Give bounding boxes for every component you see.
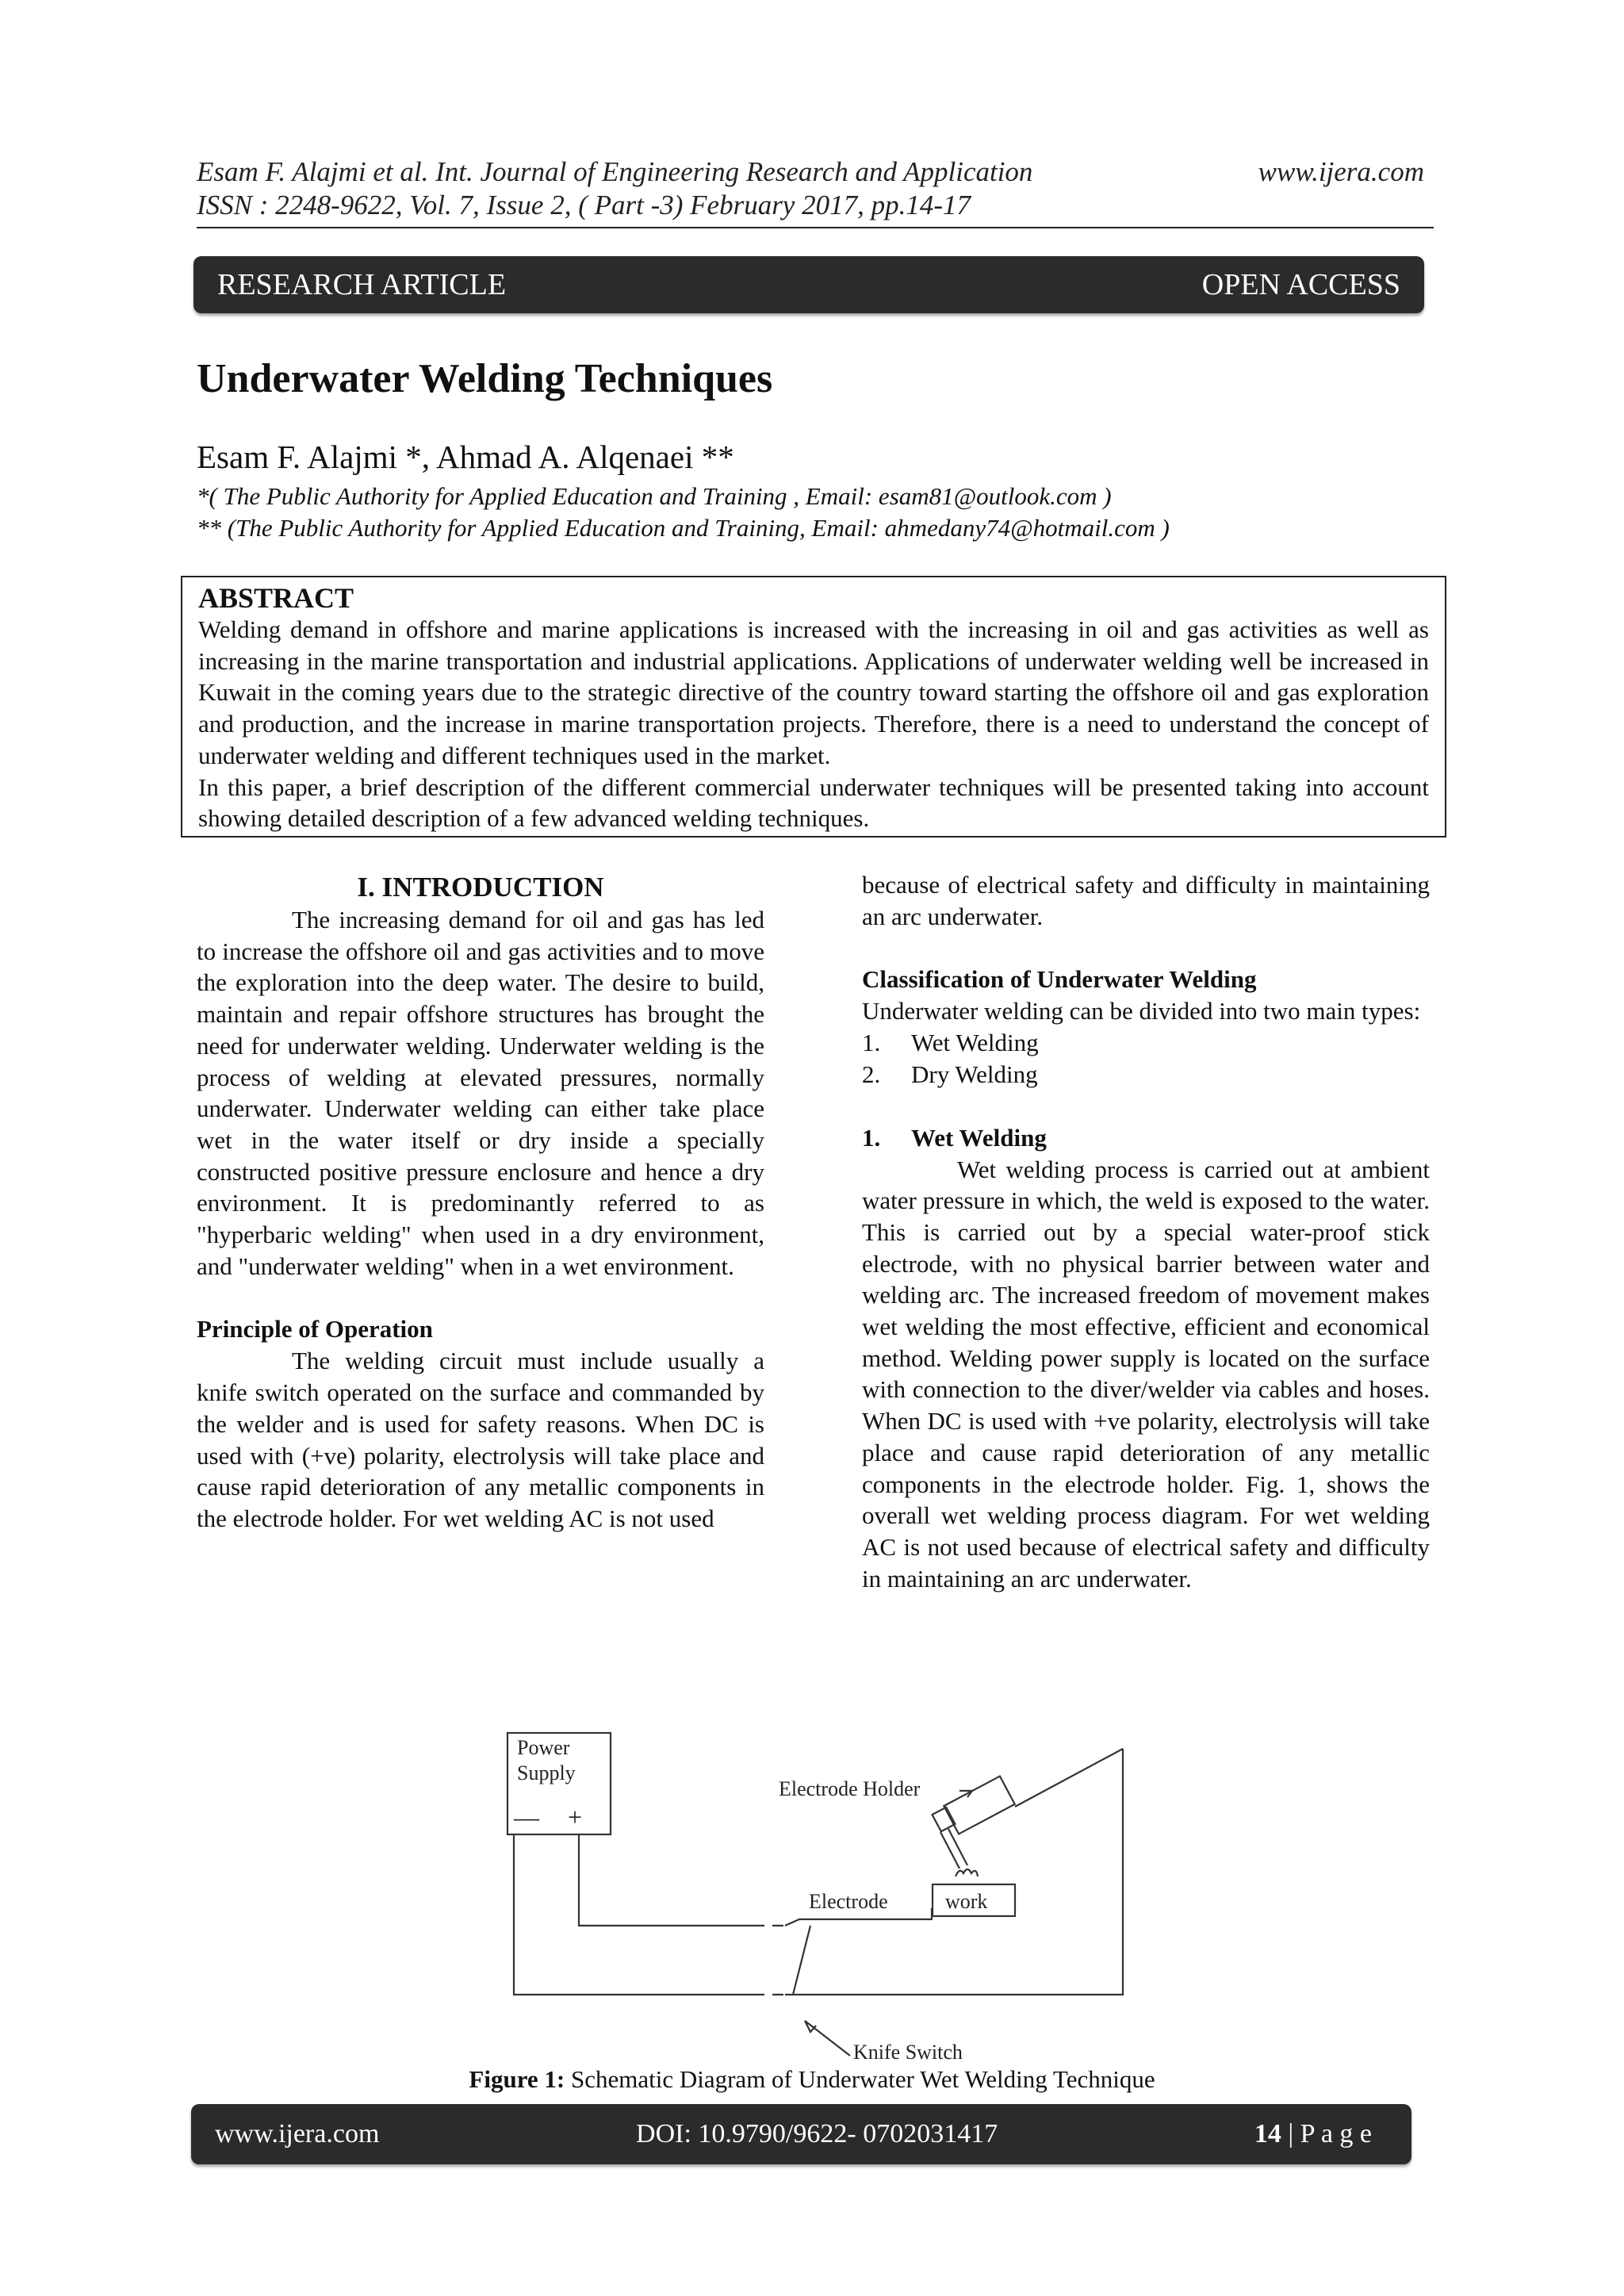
open-access-label: OPEN ACCESS (1201, 268, 1400, 301)
header-website: www.ijera.com (1258, 156, 1424, 187)
abstract-heading: ABSTRACT (198, 582, 354, 614)
header-rule (197, 227, 1434, 228)
abstract-paragraph: Welding demand in offshore and marine applications is increased with the increasing in oil and gas activities as well as increasing in the marine transportation and industrial applications. Applications of underwater welding well be increased in Kuwait in the coming years due to the strategic directive of the country toward starting the offshore oil and gas exploration and production, and the increase in marine transportation projects. Therefore, there is a need to understand the concept of underwater welding and different techniques used in the market. (198, 615, 1429, 769)
knife-switch-blade (793, 1926, 810, 1995)
right-column (862, 869, 1430, 1594)
list-item: 1. Wet Welding (862, 1029, 1039, 1057)
wet-welding-schematic (492, 1721, 1142, 2070)
continuation-paragraph: because of electrical safety and difficulty in maintaining an arc underwater. (862, 871, 1430, 930)
abstract-paragraph: In this paper, a brief description of the different commercial underwater techniques will be presented taking into account showing detailed description of a few advanced welding techniques. (198, 772, 1429, 833)
paper-title: Underwater Welding Techniques (197, 356, 773, 401)
list-item: 2. Dry Welding (862, 1060, 1038, 1088)
principle-heading: Principle of Operation (197, 1315, 433, 1343)
article-banner (193, 256, 1424, 313)
footer-website-link[interactable]: www.ijera.com (215, 2119, 380, 2148)
footer-bar (191, 2104, 1411, 2164)
wet-welding-paragraph: Wet welding process is carried out at ambient water pressure in which, the weld is exposed to the water. This is carried out by a special water-proof stick electrode, with no physical barrier between water and welding arc. The increased freedom of movement makes wet welding the most effective, efficient and economical method. Welding power supply is located on the surface with connection to the diver/welder via cables and hoses. When DC is used with +ve polarity, electrolysis will take place and cause rapid deterioration of any metallic components in the electrode holder. Fig. 1, shows the overall wet welding process diagram. For wet welding AC is not used because of electrical safety and difficulty in maintaining an arc underwater. (862, 1155, 1430, 1593)
affiliation-2: ** (The Public Authority for Applied Education and Training, Email: ahmedany74@hotmail.com ) (197, 514, 1170, 542)
electrode-rod (940, 1832, 959, 1869)
issn-line: ISSN : 2248-9622, Vol. 7, Issue 2, ( Part -3) February 2017, pp.14-17 (197, 190, 971, 220)
page-number: 14 | P a g e (1254, 2119, 1372, 2148)
plus-terminal: + (568, 1803, 583, 1831)
wet-welding-heading: 1. Wet Welding (862, 1123, 1047, 1152)
supply-label: Supply (517, 1761, 576, 1784)
affiliation-1: *( The Public Authority for Applied Education and Training , Email: esam81@outlook.com ) (197, 482, 1112, 510)
research-article-label: RESEARCH ARTICLE (217, 268, 507, 301)
electrode-holder-label: Electrode Holder (779, 1777, 921, 1800)
figure-caption: Figure 1: Schematic Diagram of Underwater Wet Welding Technique (469, 2065, 1155, 2093)
journal-line: Esam F. Alajmi et al. Int. Journal of Engineering Research and Application (197, 156, 1033, 187)
work-label: work (945, 1890, 988, 1913)
doi-text: DOI: 10.9790/9622- 0702031417 (636, 2119, 998, 2148)
electrode-label: Electrode (809, 1890, 888, 1913)
knife-switch-label: Knife Switch (853, 2041, 963, 2064)
author-list: Esam F. Alajmi *, Ahmad A. Alqenaei ** (197, 439, 734, 475)
left-column (197, 871, 764, 1535)
principle-paragraph: The welding circuit must include usually a knife switch operated on the surface and commanded by the welder and is used for safety reasons. When DC is used with (+ve) polarity, electrolysis will take place and cause rapid deterioration of any metallic components in the electrode holder. For wet welding AC is not used (197, 1347, 764, 1532)
classification-heading: Classification of Underwater Welding (862, 965, 1257, 994)
power-label: Power (517, 1736, 570, 1759)
abstract-box (181, 576, 1446, 838)
introduction-heading: I. INTRODUCTION (357, 872, 604, 903)
classification-intro: Underwater welding can be divided into two main types: (862, 997, 1421, 1025)
minus-terminal: — (514, 1803, 539, 1831)
intro-paragraph: The increasing demand for oil and gas has led to increase the offshore oil and gas activities and to move the exploration into the deep water. The desire to build, maintain and repair offshore structures has brought the need for underwater welding. Underwater welding is the process of welding at elevated pressures, normally underwater. Underwater welding can either take place wet in the water itself or dry inside a specially constructed positive pressure enclosure and hence a dry environment. It is predominantly referred to as "hyperbaric welding" when used in a dry environment, and "underwater welding" when in a wet environment. (197, 906, 764, 1280)
